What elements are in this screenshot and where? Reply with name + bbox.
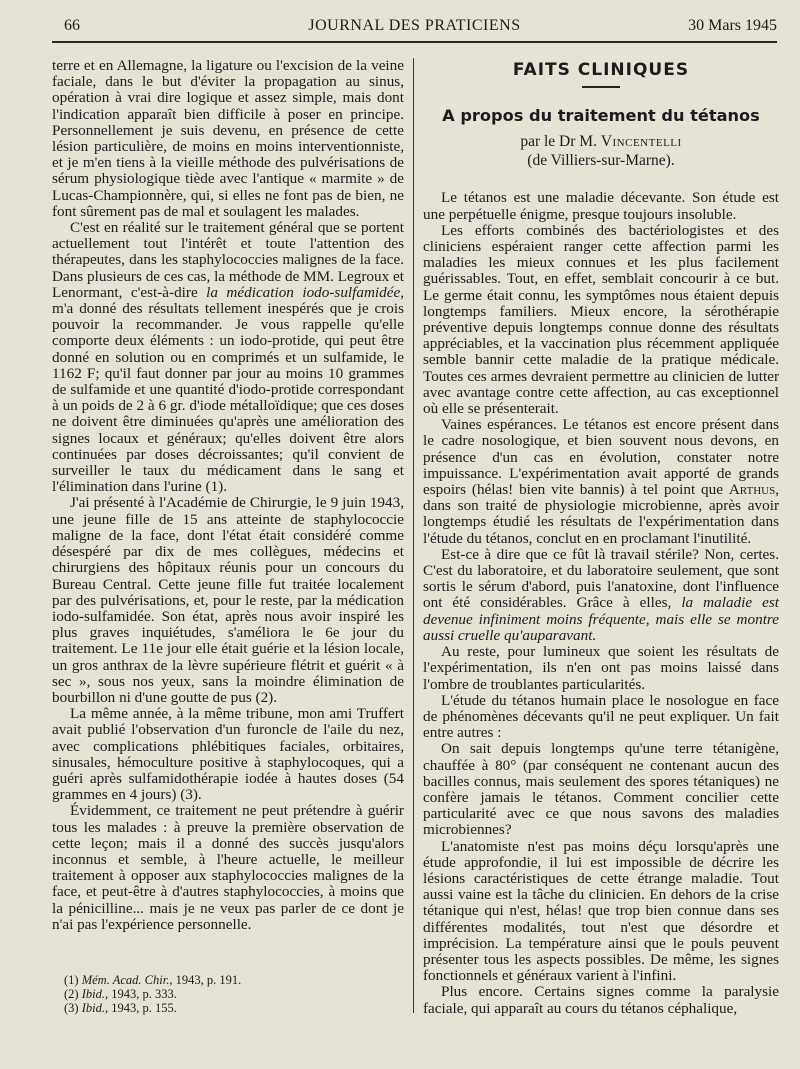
left-paragraph-1: terre et en Allemagne, la ligature ou l'excision de la veine faciale, dans le but d'éviter la propagation au sinus, opération à vrai dire logique et assez simple, mais dont l'indication apparaît bien difficile à poser en principe. Personnellement je suis devenu, en présence de cette lésion particulière, de moins en moins interventionniste, et je m'en tiens à la vieille méthode des pulvérisations de sérum physiologique tiède avec l'antique « marmite » de Lucas-Championnère, qui, si elles ne font pas de bien, ne font sûrement pas de mal et soulagent les malades. — [52, 57, 404, 220]
footnote — [64, 1001, 394, 1015]
cited-author: Arthus — [728, 481, 776, 499]
footnote-number: (2) — [64, 987, 79, 1001]
column-divider — [413, 58, 414, 1013]
italic-run: la maladie est devenue infiniment moins fréquente, mais elle se montre aussi cruelle qu'auparavant. — [423, 594, 779, 644]
left-column — [52, 58, 404, 933]
right-paragraph-5: Au reste, pour lumineux que soient les résultats de l'expérimentation, ils n'en ont pas moins laissé dans l'ombre de troublantes particularités. — [423, 643, 779, 693]
footnote — [64, 973, 394, 987]
right-paragraph-2: Les efforts combinés des bactériologistes et des cliniciens espéraient ranger cette affection parmi les maladies les mieux connues et les plus facilement guérissables. Tout, en effet, semblait concourir à ce but. Le germe était connu, les symptômes nous étaient depuis longtemps familiers. Mieux encore, la sérothérapie préventive depuis longtemps connue donne des résultats appréciables, et la vaccination plus récemment appliquée semble bannir cette maladie de la pratique médicale. Toutes ces armes devraient permettre au clinicien de lutter avec avantage contre cette affection, au cas exceptionnel où elle se présenterait. — [423, 221, 779, 418]
header-rule — [52, 41, 777, 43]
footnote-number: (3) — [64, 1001, 79, 1015]
journal-title: JOURNAL DES PRATICIENS — [308, 17, 521, 34]
left-paragraph-3: J'ai présenté à l'Académie de Chirurgie, le 9 juin 1943, une jeune fille de 15 ans atteinte de staphylococcie maligne de la face, dont l'état était considéré comme désespéré par dix de mes collègues, médecins et chirurgiens des hôpitaux réunis pour un concours du Bureau Central. Cette jeune fille fut traitée localement par des pulvérisations, et, pour le reste, par la médication iodo-sulfamidée. Son état, après nous avoir inspiré les plus graves inquiétudes, s'améliora le 6e jour du traitement. Le 11e jour elle était guérie et la lésion locale, un gros anthrax de la lèvre supérieure flétrit et guérit « à sec », sous nos yeux, sans la moindre élimination de bourbillon ni d'une goutte de pus (2). — [52, 494, 404, 706]
byline-author-line — [423, 132, 779, 151]
left-paragraph-4: La même année, à la même tribune, mon ami Truffert avait publié l'observation d'un furoncle de l'aile du nez, avec complications phlébitiques faciales, orbitaires, sinusales, hémoculture positive à staphylocoques, qui a guéri après sulfamidothérapie iodée à hautes doses (54 grammes en 4 jours) (3). — [52, 705, 404, 804]
footnote-source: Ibid. — [81, 1001, 105, 1015]
text-run: Vaines espérances. Le tétanos est encore présent dans le cadre nosologique, et bien souvent nous devons, en présence d'un cas en évolution, constater notre impuissance. L'expérimentation avait apporté de grands espoirs (hélas! bien vite bannis) à tel point que — [423, 416, 779, 499]
right-paragraph-1: Le tétanos est une maladie décevante. Son étude est une perpétuelle énigme, presque toujours insoluble. — [423, 189, 779, 223]
text-run: , dans son traité de physiologie microbienne, après avoir longtemps étudié les résultats de l'expérimentation dans l'étude du tétanos, conclut en en proclamant l'inutilité. — [423, 481, 779, 547]
text-run: m'a donné des résultats tellement inespérés que je crois pouvoir la recommander. Je vous rappelle qu'elle comporte deux éléments : un iodo-protide, qui peut être donné en solution ou en comprimés et un sulfamide, le 1162 F; qu'il faut donner par jour au moins 10 grammes de sulfamide et une quantité d'iodo-protide correspondant à un poids de 2 à 6 gr. d'iode métalloïdique; que ces doses ne doivent être diminuées qu'après une amélioration des signes locaux et généraux; qu'elles doivent être alors continuées par doses décroissantes; qu'il convient de surveiller le taux du médicament dans le sang et l'élimination dans l'urine (1). — [52, 300, 404, 496]
footnote-ref: , 1943, p. 155. — [104, 1001, 177, 1015]
page-number: 66 — [64, 17, 80, 34]
text-run: C'est en réalité sur le traitement général que se portent actuellement tout l'intérêt et toute l'attention des thérapeutes, dans les staphylococcies malignes de la face. Dans plusieurs de ces cas, la méthode de MM. Legroux et Lenormant, c'est-à-dire — [52, 219, 404, 301]
byline — [423, 132, 779, 170]
page-header — [52, 17, 777, 39]
footnotes — [64, 973, 394, 1015]
section-rule — [582, 86, 620, 88]
right-paragraph-3 — [423, 417, 779, 547]
footnote-number: (1) — [64, 973, 79, 987]
issue-date: 30 Mars 1945 — [688, 17, 777, 34]
article-title: A propos du traitement du tétanos — [442, 106, 760, 126]
author-name: Vincentelli — [600, 133, 682, 151]
footnote-source: Ibid. — [81, 987, 105, 1001]
right-paragraph-6: L'étude du tétanos humain place le nosologue en face de phénomènes décevants qu'il ne peut expliquer. Un fait entre autres : — [423, 691, 779, 742]
left-paragraph-2 — [52, 220, 404, 495]
byline-place: (de Villiers-sur-Marne). — [527, 152, 675, 170]
footnote-source: Mém. Acad. Chir. — [81, 973, 170, 987]
footnote-ref: , 1943, p. 191. — [169, 973, 242, 987]
article-body — [423, 190, 779, 1016]
right-paragraph-9: Plus encore. Certains signes comme la paralysie faciale, qui apparaît au cours du tétanos céphalique, — [423, 983, 779, 1017]
footnote — [64, 987, 394, 1001]
text-run: Est-ce à dire que ce fût là travail stérile? Non, certes. C'est du laboratoire, et du laboratoire seulement, que sont sortis le sérum d'abord, puis l'anatoxine, dont l'influence ont été considérables. Grâce à elles, — [423, 545, 779, 612]
section-title: FAITS CLINIQUES — [512, 60, 690, 80]
byline-prefix: par le Dr M. — [520, 133, 601, 151]
italic-run: la médication iodo-sulfamidée, — [206, 283, 405, 301]
right-paragraph-8: L'anatomiste n'est pas moins déçu lorsqu'après une étude approfondie, il lui est impossible de décrire les lésions caractéristiques de cette étrange maladie. Tout aussi vaine est la tâche du clinicien. En dehors de la crise tétanique qui n'est, hélas! que trop bien connue dans ses différentes modalités, tout n'est que désordre et imprécision. La température ainsi que le pouls peuvent présenter tous les aspects possibles. De même, les signes fonctionnels et généraux varient à l'infini. — [423, 837, 779, 985]
footnote-ref: , 1943, p. 333. — [104, 987, 177, 1001]
left-paragraph-5: Évidemment, ce traitement ne peut prétendre à guérir tous les malades : à preuve la première observation de cette leçon; mais il a donné des succès jusqu'alors inconnus et semble, à l'heure actuelle, le meilleur traitement à opposer aux staphylococcies malignes de la face, et peut-être à d'autres staphylococcies, à moins que la pénicilline... mais je ne veux pas parler de ce dont je n'ai pas l'expérience personnelle. — [52, 802, 404, 933]
right-column — [423, 58, 779, 1017]
right-paragraph-7: On sait depuis longtemps qu'une terre tétanigène, chauffée à 80° (par conséquent ne contenant aucun des bacilles connus, mais seulement des spores tétaniques) ne confère jamais le tétanos. Comment concilier cette particularité avec ce que nous savons des maladies microbiennes? — [423, 740, 779, 839]
right-paragraph-4 — [423, 547, 779, 644]
